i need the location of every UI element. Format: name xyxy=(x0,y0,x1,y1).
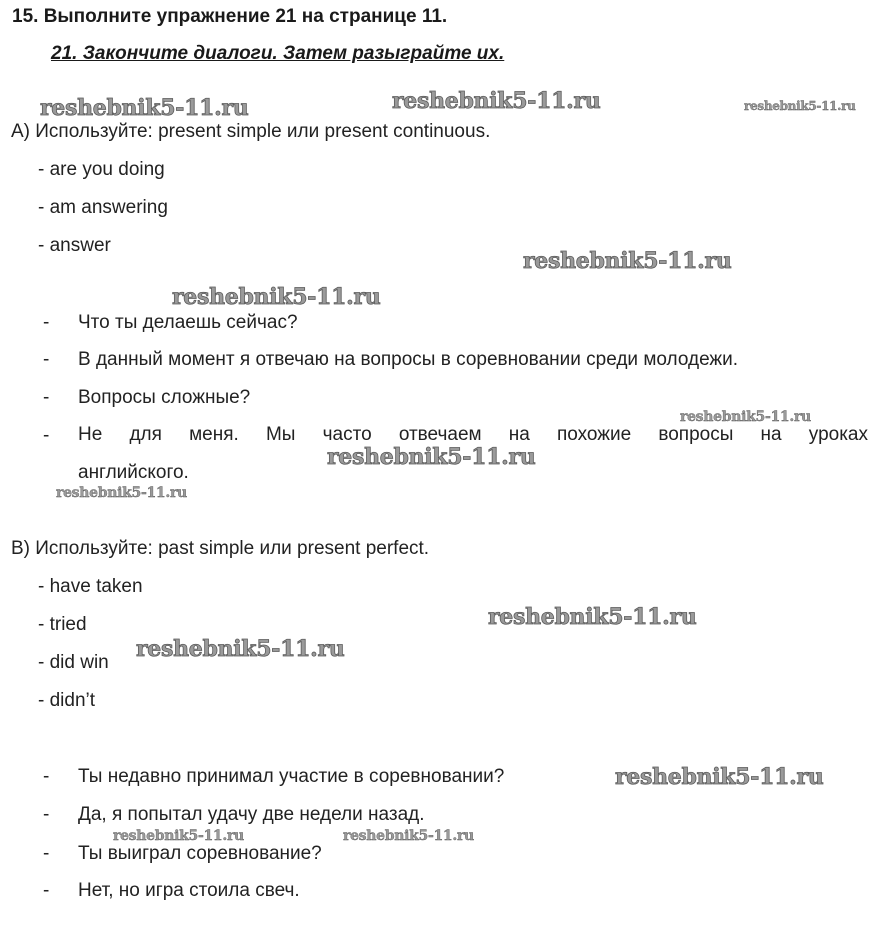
section-b-label: B) Используйте: past simple или present perfect. xyxy=(11,538,430,559)
dialogue-b-line-2: Да, я попытал удачу две недели назад. xyxy=(78,804,425,825)
watermark: reshebnik5-11.ru xyxy=(615,764,824,790)
watermark: reshebnik5-11.ru xyxy=(172,284,381,310)
watermark: reshebnik5-11.ru xyxy=(113,828,244,844)
section-b-answer-4: - didn’t xyxy=(38,690,96,711)
dialogue-b-line-1: Ты недавно принимал участие в соревновании? xyxy=(78,766,505,787)
section-a-answer-1: - are you doing xyxy=(38,159,165,180)
watermark: reshebnik5-11.ru xyxy=(40,95,249,121)
dialogue-b-dash-3: - xyxy=(43,843,50,864)
dialogue-a-dash-3: - xyxy=(43,387,50,408)
watermark: reshebnik5-11.ru xyxy=(327,444,536,470)
watermark: reshebnik5-11.ru xyxy=(680,409,811,425)
dialogue-a-line-4-continued: английского. xyxy=(78,462,189,483)
dialogue-a-dash-4: - xyxy=(43,425,50,446)
section-a-answer-2: - am answering xyxy=(38,197,168,218)
watermark: reshebnik5-11.ru xyxy=(488,604,697,630)
watermark: reshebnik5-11.ru xyxy=(56,485,187,501)
dialogue-a-line-3: Вопросы сложные? xyxy=(78,387,251,408)
dialogue-a-line-2: В данный момент я отвечаю на вопросы в соревновании среди молодежи. xyxy=(78,349,739,370)
dialogue-a-dash-1: - xyxy=(43,312,50,333)
section-b-answer-2: - tried xyxy=(38,614,87,635)
watermark: reshebnik5-11.ru xyxy=(136,636,345,662)
dialogue-a-dash-2: - xyxy=(43,349,50,370)
section-a-label: A) Используйте: present simple или present continuous. xyxy=(11,121,491,142)
section-a-answer-3: - answer xyxy=(38,235,111,256)
dialogue-a-line-4: Не для меня. Мы часто отвечаем на похожие вопросы на уроках xyxy=(78,424,868,445)
dialogue-b-line-4: Нет, но игра стоила свеч. xyxy=(78,880,300,901)
watermark: reshebnik5-11.ru xyxy=(744,99,856,113)
dialogue-a-line-1: Что ты делаешь сейчас? xyxy=(78,312,298,333)
watermark: reshebnik5-11.ru xyxy=(523,248,732,274)
dialogue-b-dash-2: - xyxy=(43,804,50,825)
exercise-subheading: 21. Закончите диалоги. Затем разыграйте их. xyxy=(51,43,505,64)
dialogue-b-line-3: Ты выиграл соревнование? xyxy=(78,843,322,864)
exercise-heading: 15. Выполните упражнение 21 на странице 11. xyxy=(12,6,448,27)
section-b-answer-3: - did win xyxy=(38,652,109,673)
section-b-answer-1: - have taken xyxy=(38,576,143,597)
dialogue-b-dash-1: - xyxy=(43,766,50,787)
watermark: reshebnik5-11.ru xyxy=(343,828,474,844)
dialogue-b-dash-4: - xyxy=(43,880,50,901)
watermark: reshebnik5-11.ru xyxy=(392,88,601,114)
